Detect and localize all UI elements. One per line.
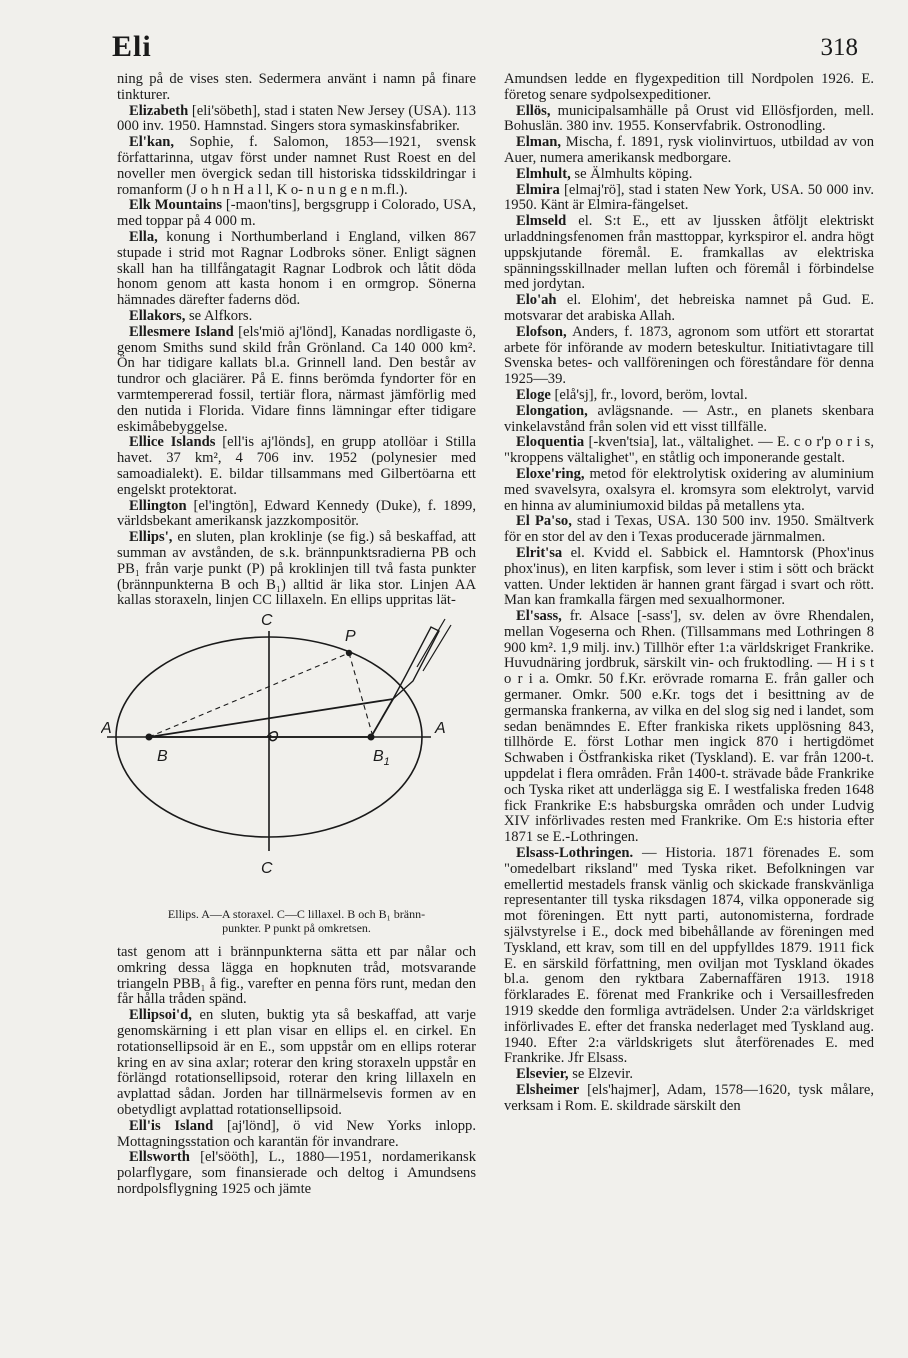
entry-headword: Ellipsoi'd, — [129, 1007, 192, 1024]
entry-headword: Elk Mountains — [129, 197, 223, 214]
entry-headword: Ellice Islands — [129, 434, 216, 451]
focus-b1-pin — [368, 734, 375, 741]
entry-text: [el'sööth], L., 1880—1951, nordamerikansk polarflygare, som finansierade och deltog i Amundsens nordpolsflygning 1925 och jämte — [117, 1149, 476, 1198]
entry-text: avlägsnande. — Astr., en planets skenbara vinkelavstånd från solen vid ett visst tillfälle. — [504, 402, 874, 435]
focus-b-pin — [146, 734, 153, 741]
dictionary-entry — [117, 104, 476, 136]
entry-text: [aj'lönd], ö vid New Yorks inlopp. Mottagningsstation och karantän för invandrare. — [117, 1117, 476, 1150]
dictionary-entry — [504, 183, 874, 215]
dictionary-entry — [117, 1008, 476, 1119]
label-p: P — [345, 628, 356, 646]
caption-line-1: Ellips. A—A storaxel. C—C lillaxel. B och B₁ bränn- — [167, 907, 426, 922]
entry-text: [ell'is aj'lönds], en grupp atollöar i Stilla havet. 37 km², 4 706 inv. 1952 (polynesier med samoadialekt). E. bildar tillsammans med Gilbertöarna ett engelskt protektorat. — [117, 434, 477, 498]
entry-text: stad i Texas, USA. 130 500 inv. 1950. Smältverk för en stor del av den i Texas producerade järnmalmen. — [504, 513, 875, 546]
dictionary-entry — [504, 467, 874, 514]
entry-text: Mischa, f. 1891, rysk violinvirtuos, utbildad av von Auer, numera amerikansk medborgare. — [504, 134, 874, 166]
label-c-bottom: C — [261, 860, 273, 878]
dictionary-entry — [504, 167, 874, 183]
entry-headword: Eloxe'ring, — [516, 465, 585, 482]
label-a-right: A — [435, 720, 446, 738]
entry-headword: Elsheimer — [516, 1082, 580, 1098]
dictionary-entry — [117, 1150, 476, 1197]
entry-text: Amundsen ledde en flygexpedition till Nordpolen 1926. E. företog senare sydpolsexpeditioner. — [504, 71, 874, 103]
page-headword: Eli — [112, 30, 152, 63]
dictionary-entry — [117, 72, 476, 104]
dictionary-entry — [504, 514, 874, 546]
dictionary-entry — [504, 846, 874, 1067]
dictionary-entry — [504, 609, 874, 846]
dictionary-entry — [117, 309, 476, 325]
entry-text: [elå'sj], fr., lovord, beröm, lovtal. — [550, 386, 748, 403]
dictionary-entry — [504, 546, 874, 609]
entry-headword: Ellös, — [516, 102, 551, 119]
entry-headword: Ellington — [129, 497, 187, 514]
dictionary-entry — [504, 293, 874, 325]
label-b: B — [157, 748, 168, 766]
entry-headword: Elsevier, — [516, 1066, 569, 1083]
entry-headword: El'kan, — [129, 134, 175, 151]
label-b1: $B_1$ — [373, 748, 390, 769]
page-number: 318 — [820, 34, 858, 61]
entry-text: el. Kvidd el. Sabbick el. Hamntorsk (Phox'inus phox'inus), en liten karpfisk, som lever i stim i sött och bräckt vatten. Under lektiden är hannen grant färgad i svart och rött. Man kan framkalla färgen med sexualhormoner. — [504, 544, 874, 609]
entry-text: [eli'söbeth], stad i staten New Jersey (USA). 113 000 inv. 1950. Hamnstad. Singers stora symaskinsfabriker. — [117, 102, 476, 135]
dictionary-entry — [504, 388, 874, 404]
dictionary-entry — [504, 1067, 874, 1083]
entry-headword: Ellakors, — [129, 307, 186, 324]
entry-text: konung i Northumberland i England, vilken 867 stupade i strid mot Ragnar Lodbroks söner. Enligt sägnen skall han ha tillfångatagit Ragnar Lodbrok och låtit döda honom genom att kasta honom i en ormgrop. Sönerna hämnades därefter faderns död. — [117, 228, 476, 309]
right-entries — [504, 72, 874, 1115]
entry-text: [els'hajmer], Adam, 1578—1620, tysk målare, verksam i Rom. E. skildrade särskilt den — [504, 1082, 874, 1114]
radius-pb — [149, 653, 349, 737]
entry-text: municipalsamhälle på Orust vid Ellösfjorden, mell. Bohuslän. 380 inv. 1955. Konservfabrik. Ostronodling. — [504, 102, 874, 135]
entry-text: [el'ingtön], Edward Kennedy (Duke), f. 1899, världsbekant amerikansk jazzkompositör. — [117, 497, 476, 530]
entry-text: en sluten, buktig yta så beskaffad, att varje genomskärning i ett plan visar en ellips el. en cirkel. En rotationsellipsoid är en E., som uppstår om en ellips roterar kring en av sina axlar; roterar den kring storaxeln uppstår en förlängd rotationsellipsoid, roterar den kring lillaxeln en avplattad sådan. Jorden har tillnärmelsevis formen av en obetydligt avplattad rotationsellipsoid. — [117, 1007, 476, 1119]
entry-headword: El'sass, — [516, 608, 562, 625]
entry-text: se Alfkors. — [185, 307, 253, 324]
label-a-left: A — [101, 720, 112, 738]
dictionary-entry — [117, 1119, 476, 1151]
dictionary-entry — [117, 198, 476, 230]
entry-text: en sluten, plan kroklinje (se fig.) så beskaffad, att summan av avstånden, de s.k. brännpunktsradierna PB och PB₁ från varje punkt (P) på kroklinjen till två fasta punkter (brännpunkterna B och B₁) alltid är lika stor. Linjen AA kallas storaxeln, linjen CC lillaxeln. En ellips uppritas lät- — [117, 529, 476, 609]
dictionary-entry — [117, 530, 476, 609]
entry-headword: Elsass-Lothringen. — [516, 845, 634, 862]
entry-text: [els'miö aj'lönd], Kanadas nordligaste ö, genom Smiths sund skild från Grönland. Ca 140 000 km². Ön har tidigare kallats bl.a. Grinnell land. Den består av tundror och glaciärer. På E. finns berömda fyndorter för en varmtempererad fossil, tertiär flora, närmast jämförlig med den nutida i Florida. Vidare finns lämningar efter tidigare eskimåbebyggelse. — [117, 323, 476, 435]
dictionary-entry — [117, 945, 476, 1008]
dictionary-entry — [117, 499, 476, 531]
entry-headword: Elmseld — [516, 213, 567, 230]
entry-headword: Ellesmere Island — [129, 323, 234, 340]
pencil — [393, 627, 439, 699]
entry-headword: Ella, — [129, 228, 158, 245]
entry-text: — Historia. 1871 förenades E. som "omedelbart riksland" med Tyska riket. Befolkningen var emellertid mestadels fransk vänlig och skickade franskvänliga representanter till tyska riksdagen 1874, vilka opponerade sig mot föreningen. Ett nytt parti, autonomisterna, fordrade självstyrelse i E., dock med bibehållande av föreningen med Tyskland, ett krav, som till en del uppfylldes 1879. 1911 fick E. en särskild författning, men oviljan mot Tyskland ökades bl.a. genom den ryktbara Zabernaffären 1913. 1918 förklarades E. förenat med Frankrike och i Versaillesfreden 1919 skedde den formliga avträdelsen. Under 2:a världskriget införlivades E. efter det franska nederlaget med Tyskland aug. 1940. Efter 2:a världskrigets slut återförenades E. med Frankrike. Jfr Elsass. — [504, 845, 874, 1067]
entry-headword: Elongation, — [516, 402, 588, 419]
dictionary-entry — [504, 72, 874, 104]
left-entries-bottom — [117, 945, 476, 1198]
ellipse-figure — [101, 611, 476, 903]
entry-text: [elmaj'rö], stad i staten New York, USA. 50 000 inv. 1950. Känt är Elmira-fängelset. — [504, 181, 874, 214]
ellipse-diagram — [101, 611, 461, 903]
entry-headword: Elrit'sa — [516, 544, 563, 561]
entry-headword: Elmhult, — [516, 165, 571, 182]
entry-headword: Elmira — [516, 181, 560, 198]
dictionary-entry — [504, 135, 874, 167]
entry-text: el. S:t E., ett av ljussken åtföljt elektriskt urladdningsfenomen från masttoppar, kyrkspiror el. andra högt uppskjutande föremål. E. framkallas av elektriska spänningsskillnader mellan luften och föremål i förbindelse med jordytan. — [504, 213, 874, 293]
caption-line-2: punkter. P punkt på omkretsen. — [222, 921, 371, 936]
entry-headword: Ellips', — [129, 529, 173, 546]
dictionary-entry — [504, 1083, 874, 1115]
entry-text: se Älmhults köping. — [570, 165, 693, 182]
dictionary-entry — [504, 104, 874, 136]
dictionary-entry — [117, 325, 476, 436]
entry-headword: Eloquentia — [516, 434, 585, 451]
string-loop — [149, 699, 393, 737]
right-column — [504, 72, 874, 1115]
point-p — [346, 650, 352, 656]
label-c-top: C — [261, 612, 273, 630]
entry-text: Anders, f. 1873, agronom som utfört ett storartat arbete för införande av modern beteskultur. Initiativtagare till Svenska betes- och vallföreningen och föreståndare för denna 1925—39. — [504, 323, 874, 388]
entry-text: el. Elohim', det hebreiska namnet på Gud. E. motsvarar det arabiska Allah. — [504, 292, 874, 324]
entry-text: [-kven'tsia], lat., vältalighet. — E. c o r'p o r i s, "kroppens vältalighet", en ståtlig och imponerande gestalt. — [504, 434, 874, 467]
entry-headword: Elman, — [516, 134, 562, 151]
dictionary-entry — [504, 435, 874, 467]
entry-text: tast genom att i brännpunkterna sätta ett par nålar och omkring dessa lägga en hopknuten tråd, motsvarande triangeln PBB₁ å fig., varefter en penna förs runt, medan den får hålla tråden spänd. — [117, 944, 476, 1008]
entry-text: ning på de vises sten. Sedermera använt i namn på finare tinkturer. — [117, 71, 476, 103]
entry-headword: El Pa'so, — [516, 513, 572, 530]
dictionary-entry — [504, 214, 874, 293]
dictionary-entry — [117, 435, 476, 498]
entry-headword: Eloge — [516, 386, 551, 403]
figure-caption — [127, 907, 466, 935]
dictionary-entry — [117, 230, 476, 309]
entry-headword: Elofson, — [516, 323, 567, 340]
dictionary-entry — [504, 404, 874, 436]
entry-headword: Ell'is Island — [129, 1117, 214, 1134]
entry-text: se Elzevir. — [568, 1066, 633, 1083]
radius-pb1 — [349, 653, 373, 737]
entry-text: [-maon'tins], bergsgrupp i Colorado, USA, med toppar på 4 000 m. — [117, 197, 476, 230]
entry-text: metod för elektrolytisk oxidering av aluminium med svavelsyra, oxalsyra el. kromsyra som elektrolyt, varvid en hinna av aluminiumoxid bildas på metallens yta. — [504, 465, 874, 514]
left-entries-top — [117, 72, 476, 609]
entry-headword: Elizabeth — [129, 102, 189, 119]
dictionary-entry — [504, 325, 874, 388]
entry-text: Sophie, f. Salomon, 1853—1921, svensk författarinna, utgav först under namnet Rust Roest en del noveller men övergick sedan till historiska tidsskildringar i romanform (J o h n H a l l, K o- n u n g e n m.fl.). — [117, 134, 476, 198]
entry-text: fr. Alsace [-sass'], sv. delen av övre Rhendalen, mellan Vogeserna och Rhen. (Tillsammans med Lothringen 8 900 km². 1,9 milj. inv.) Tillhör efter 1:a världskriget Frankrike. Huvudnäring jordbruk, särskilt vin- och fruktodling. — H i s t o r i a. Omkr. 50 f.Kr. erövrade romarna E. från galler och germaner. Omkr. 500 e.Kr. togs det i besittning av de germanska frankerna, av vilka en del slog sig ned i landet, som sedan benämndes E. Efter frankiska rikets upplösning 843, tillhörde E. först Lothar men ingick 870 i hertigdömet Schwaben i Östfrankiska riket (Tyskland). E. var från 1200-t. uppdelat i flera områden. Från 1400-t. strävade både Frankrike och Tyska riket att underlägga sig E. I westfaliska freden 1648 fick Frankrike E:s habsburgska områden och under Ludvig XIV införlivades resten med Frankrike. Om E:s historia efter 1871 se E.-Lothringen. — [504, 608, 874, 846]
dictionary-entry — [117, 135, 476, 198]
left-column — [101, 71, 477, 1198]
entry-headword: Elo'ah — [516, 292, 557, 309]
entry-headword: Ellsworth — [129, 1149, 190, 1166]
